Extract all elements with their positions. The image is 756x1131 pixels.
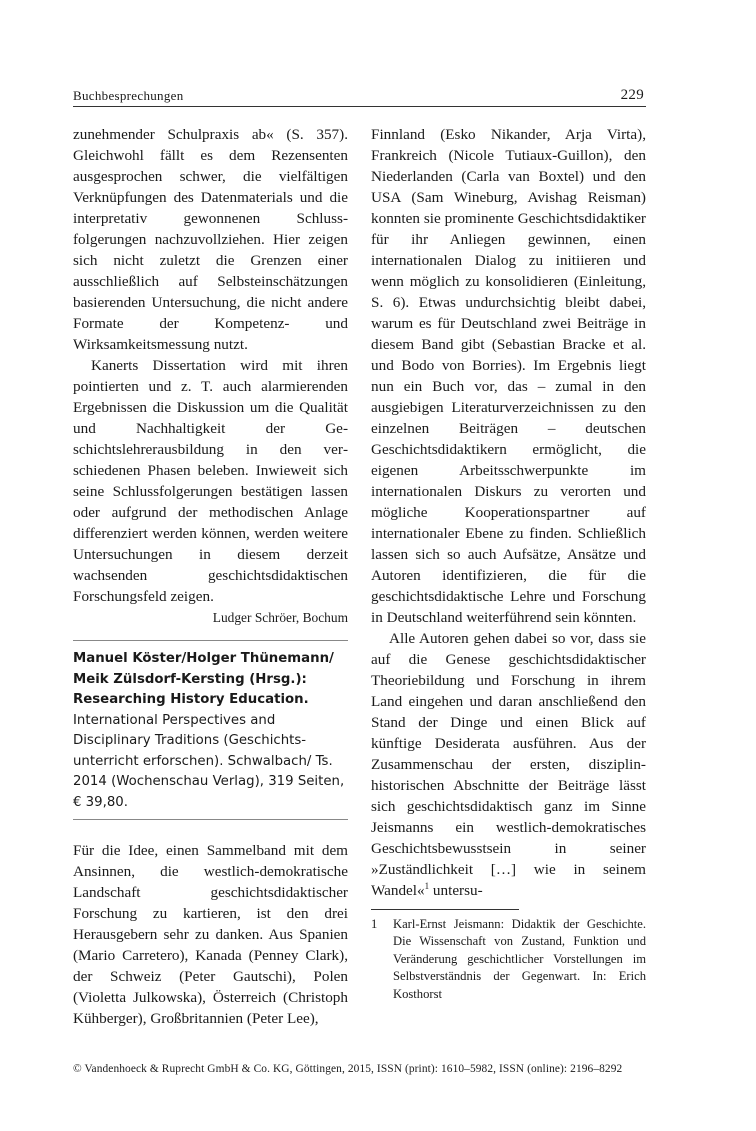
page-number: 229 bbox=[620, 87, 644, 103]
section-divider bbox=[73, 819, 348, 820]
section-title: Buchbesprechungen bbox=[73, 88, 184, 103]
left-column bbox=[73, 124, 348, 1029]
running-head bbox=[73, 88, 646, 107]
right-column bbox=[371, 124, 646, 1003]
review-paragraph: Für die Idee, einen Sammelband mit dem Ansinnen, die westlich-demokratische Landschaft geschichtsdidaktischer Forschung zu kartieren, ist den drei Herausgebern sehr zu danken. Aus Spanien (Mario Carretero), Kanada (Penney Clark), der Schweiz (Peter Gautschi), Polen (Violetta Julkowska), Österreich (Christoph Kühberger), Großbritannien (Peter Lee), bbox=[73, 842, 348, 1027]
review-paragraph: zunehmender Schulpraxis ab« (S. 357). Gleichwohl fällt es dem Rezensenten ausgesprochen schwer, die vielfältigen Verknüpfungen des Datenmaterials und die interpretativ gewonnenen Schlussfolgerungen nachzuvollziehen. Hier zeigen sich nicht zuletzt die Grenzen einer ausschließlich auf Selbsteinschätzungen basierenden Untersuchung, die nicht andere Formate der Kompetenz- und Wirksamkeitsmessung nutzt. bbox=[73, 126, 348, 353]
review-paragraph bbox=[371, 628, 646, 901]
book-authors: Manuel Köster/Holger Thünemann/ Meik Zülsdorf-Kersting (Hrsg.): bbox=[73, 651, 334, 687]
footnote-reference: 1 bbox=[424, 881, 430, 891]
copyright-notice: © Vandenhoeck & Ruprecht GmbH & Co. KG, Göttingen, 2015, ISSN (print): 1610–5982, ISSN (online): 2196–8292 bbox=[73, 1063, 623, 1075]
section-divider bbox=[73, 640, 348, 641]
book-citation bbox=[73, 649, 348, 813]
review-paragraph: Kanerts Dissertation wird mit ihren pointierten und z. T. auch alarmierenden Ergebnissen die Diskussion um die Qualität und Nachhaltigkeit der Geschichtslehrerausbildung in den verschiedenen Phasen beleben. Inwieweit sich seine Schlussfolgerungen bestätigen lassen oder aufgrund der methodischen Anlage differenziert werden können, werden weitere Untersuchungen in diesem derzeit wachsenden geschichtsdidaktischen Forschungsfeld zeigen. bbox=[73, 357, 348, 605]
footnote-number: 1 bbox=[371, 917, 378, 931]
book-details: International Perspectives and Disciplinary Traditions (Geschichtsunterricht erforschen). Schwalbach/ Ts. 2014 (Wochenschau Verlag), 319 Seiten, € 39,80. bbox=[73, 712, 345, 810]
paragraph-text-tail: untersu- bbox=[429, 882, 483, 899]
review-paragraph: Finnland (Esko Nikander, Arja Virta), Frankreich (Nicole Tutiaux-Guillon), den Niederlanden (Carla van Boxtel) und den USA (Sam Wineburg, Avishag Reisman) konnten sie prominente Geschichtsdidaktiker für ihr Anliegen gewinnen, einen internationalen Dialog zu initiieren und wenn möglich zu konsolidieren (Einleitung, S. 6). Etwas undurchsichtig bleibt dabei, warum es für Deutschland zwei Beiträge in diesem Band gibt (Sebastian Bracke et al. und Bodo von Borries). Im Ergebnis liegt nun ein Buch vor, das – zumal in den ausgiebigen Literaturverzeichnissen zu den einzelnen Beiträgen – deutschen Geschichtsdidaktikern ermöglicht, die eigenen Arbeitsschwerpunkte im internationalen Diskurs zu verorten und mögliche Kooperationspartner auf internationaler Ebene zu finden. Schließlich lassen sich so auch Aufsätze, Ansätze und Autoren identifizieren, die für die geschichtsdidaktische Lehre und Forschung in Deutschland weiterführend sein könnten. bbox=[371, 126, 646, 626]
reviewer-signature: Ludger Schröer, Bochum bbox=[212, 610, 348, 625]
footnote bbox=[371, 916, 646, 1003]
book-title: Researching History Education. bbox=[73, 692, 309, 707]
footnote-divider bbox=[371, 909, 519, 910]
footnote-text: Karl-Ernst Jeismann: Didaktik der Geschichte. Die Wissenschaft von Zustand, Funktion und Veränderung geschichtlicher Vorstellungen im Selbstverständnis der Gegenwart. In: Erich Kosthorst bbox=[393, 917, 646, 1001]
paragraph-text: Alle Autoren gehen dabei so vor, dass sie auf die Genese geschichtsdidaktischer Theoriebildung und Forschung in ihrem Land eingehen und daran anschließend den Stand der Dinge und einen Blick auf künftige Desiderata ausführen. Aus der Zusammenschau der ersten, disziplin-historischen Abschnitte der Beiträge lässt sich geschichtsdidaktisch ganz im Sinne Jeismanns ein westlich-demokratisches Geschichtsbewusstsein in seiner »Zuständlichkeit […] wie in seinem Wandel« bbox=[371, 630, 646, 899]
